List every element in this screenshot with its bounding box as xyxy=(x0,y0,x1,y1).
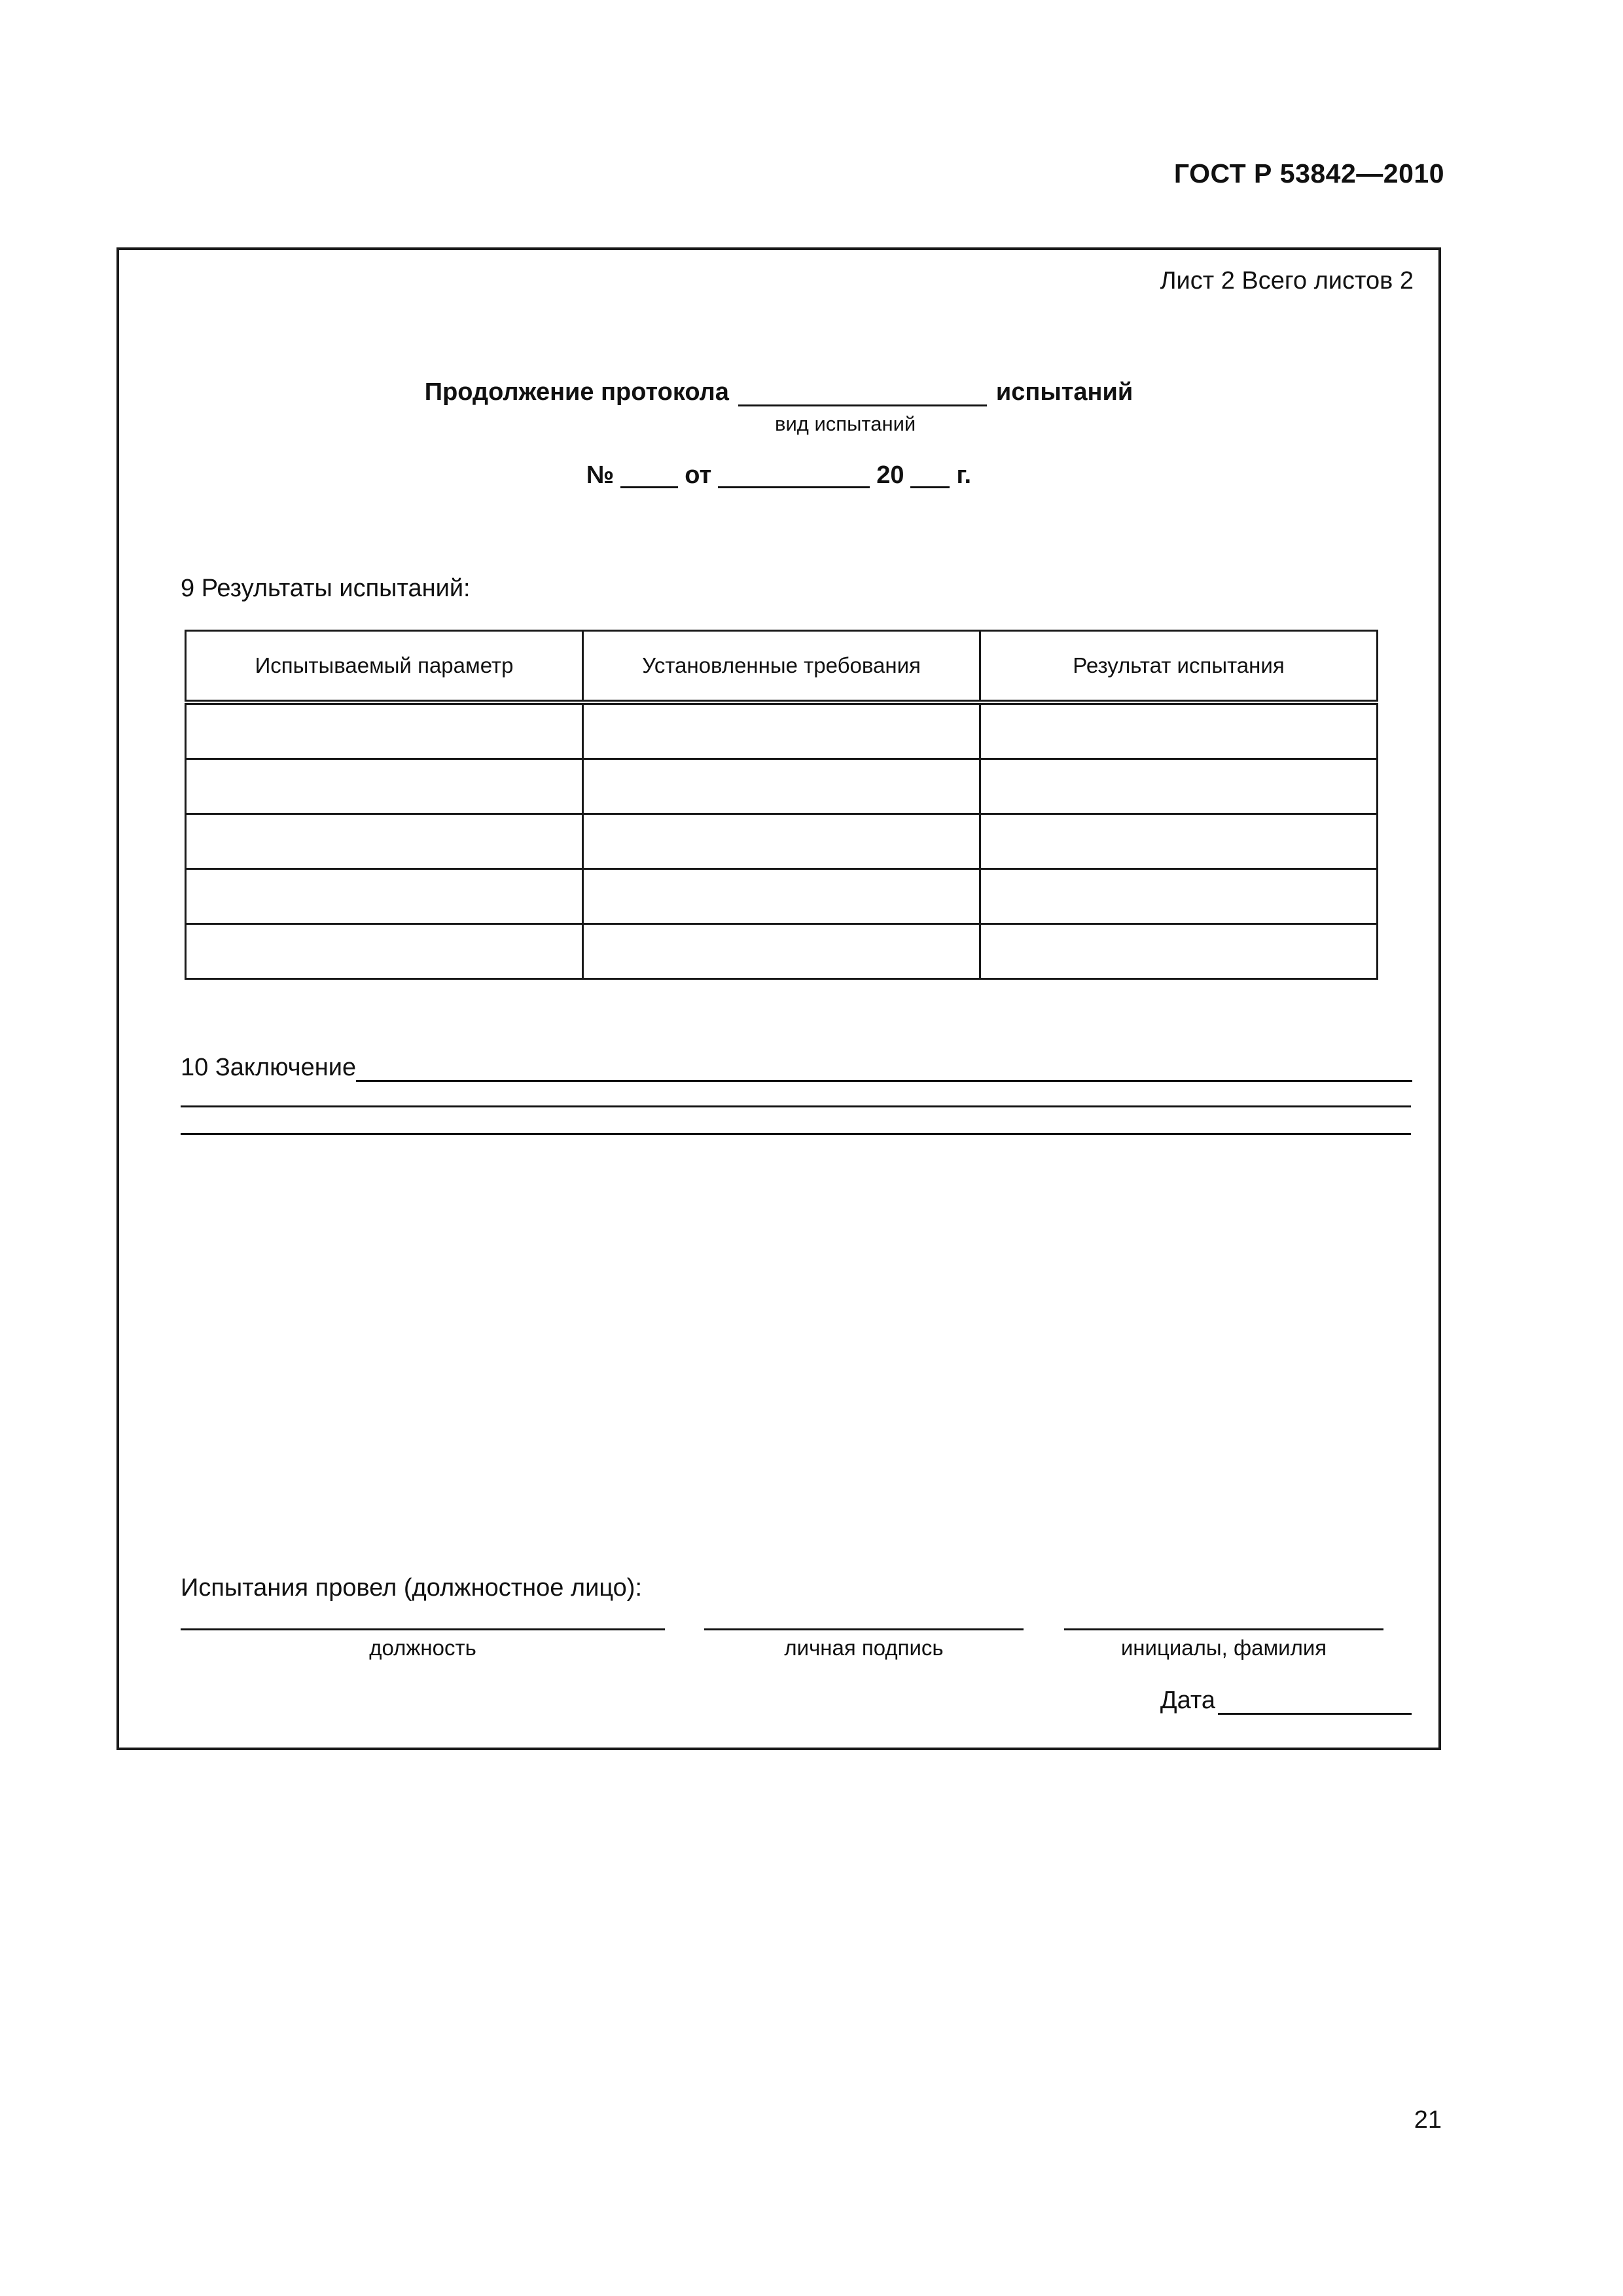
year-prefix: 20 xyxy=(876,461,904,489)
section-10-heading: 10 Заключение xyxy=(181,1054,357,1081)
table-cell[interactable] xyxy=(583,759,980,814)
table-cell[interactable] xyxy=(980,759,1378,814)
column-header: Установленные требования xyxy=(583,631,980,703)
sheet-info: Лист 2 Всего листов 2 xyxy=(1160,267,1414,295)
table-cell[interactable] xyxy=(186,924,583,979)
title-prefix: Продолжение протокола xyxy=(424,378,729,406)
protocol-title xyxy=(116,378,1441,406)
table-cell[interactable] xyxy=(583,702,980,759)
name-signature-block xyxy=(1064,1628,1383,1660)
signature-caption: личная подпись xyxy=(784,1636,944,1660)
protocol-number-field[interactable] xyxy=(620,464,678,488)
section-10-conclusion xyxy=(181,1051,1412,1082)
table-cell[interactable] xyxy=(186,759,583,814)
from-word: от xyxy=(685,461,712,489)
column-header: Результат испытания xyxy=(980,631,1378,703)
table-cell[interactable] xyxy=(583,814,980,869)
initials-surname-field[interactable] xyxy=(1064,1628,1383,1630)
table-header-row xyxy=(186,631,1378,703)
document-code: ГОСТ Р 53842—2010 xyxy=(1173,158,1444,188)
table-row xyxy=(186,814,1378,869)
year-field[interactable] xyxy=(910,464,950,488)
table-cell[interactable] xyxy=(186,702,583,759)
column-header: Испытываемый параметр xyxy=(186,631,583,703)
date-row xyxy=(1160,1687,1412,1715)
initials-surname-caption: инициалы, фамилия xyxy=(1120,1636,1327,1660)
table-row xyxy=(186,924,1378,979)
number-symbol: № xyxy=(586,461,615,489)
results-table xyxy=(185,630,1378,980)
protocol-number-line xyxy=(116,461,1441,490)
table-cell[interactable] xyxy=(583,924,980,979)
position-signature-block xyxy=(181,1628,665,1660)
table-row xyxy=(186,702,1378,759)
table-cell[interactable] xyxy=(980,814,1378,869)
title-suffix: испытаний xyxy=(995,378,1133,406)
table-cell[interactable] xyxy=(980,702,1378,759)
signature-field[interactable] xyxy=(704,1628,1024,1630)
table-cell[interactable] xyxy=(980,924,1378,979)
table-row xyxy=(186,869,1378,924)
conclusion-field-line-3[interactable] xyxy=(181,1133,1411,1135)
table-cell[interactable] xyxy=(186,814,583,869)
table-cell[interactable] xyxy=(186,869,583,924)
position-field[interactable] xyxy=(181,1628,665,1630)
conducted-by-label: Испытания провел (должностное лицо): xyxy=(181,1574,643,1602)
test-type-caption: вид испытаний xyxy=(775,412,916,435)
test-type-field[interactable] xyxy=(738,381,987,406)
table-row xyxy=(186,759,1378,814)
table-cell[interactable] xyxy=(980,869,1378,924)
personal-signature-block xyxy=(704,1628,1024,1660)
date-field[interactable] xyxy=(1218,1687,1412,1715)
section-9-heading: 9 Результаты испытаний: xyxy=(181,575,471,602)
conclusion-field-line-1[interactable] xyxy=(356,1051,1412,1082)
position-caption: должность xyxy=(369,1636,476,1660)
date-label: Дата xyxy=(1160,1687,1215,1714)
page-number: 21 xyxy=(1414,2106,1442,2134)
year-suffix: г. xyxy=(956,461,972,489)
date-day-month-field[interactable] xyxy=(718,464,870,488)
table-cell[interactable] xyxy=(583,869,980,924)
conclusion-field-line-2[interactable] xyxy=(181,1105,1411,1107)
